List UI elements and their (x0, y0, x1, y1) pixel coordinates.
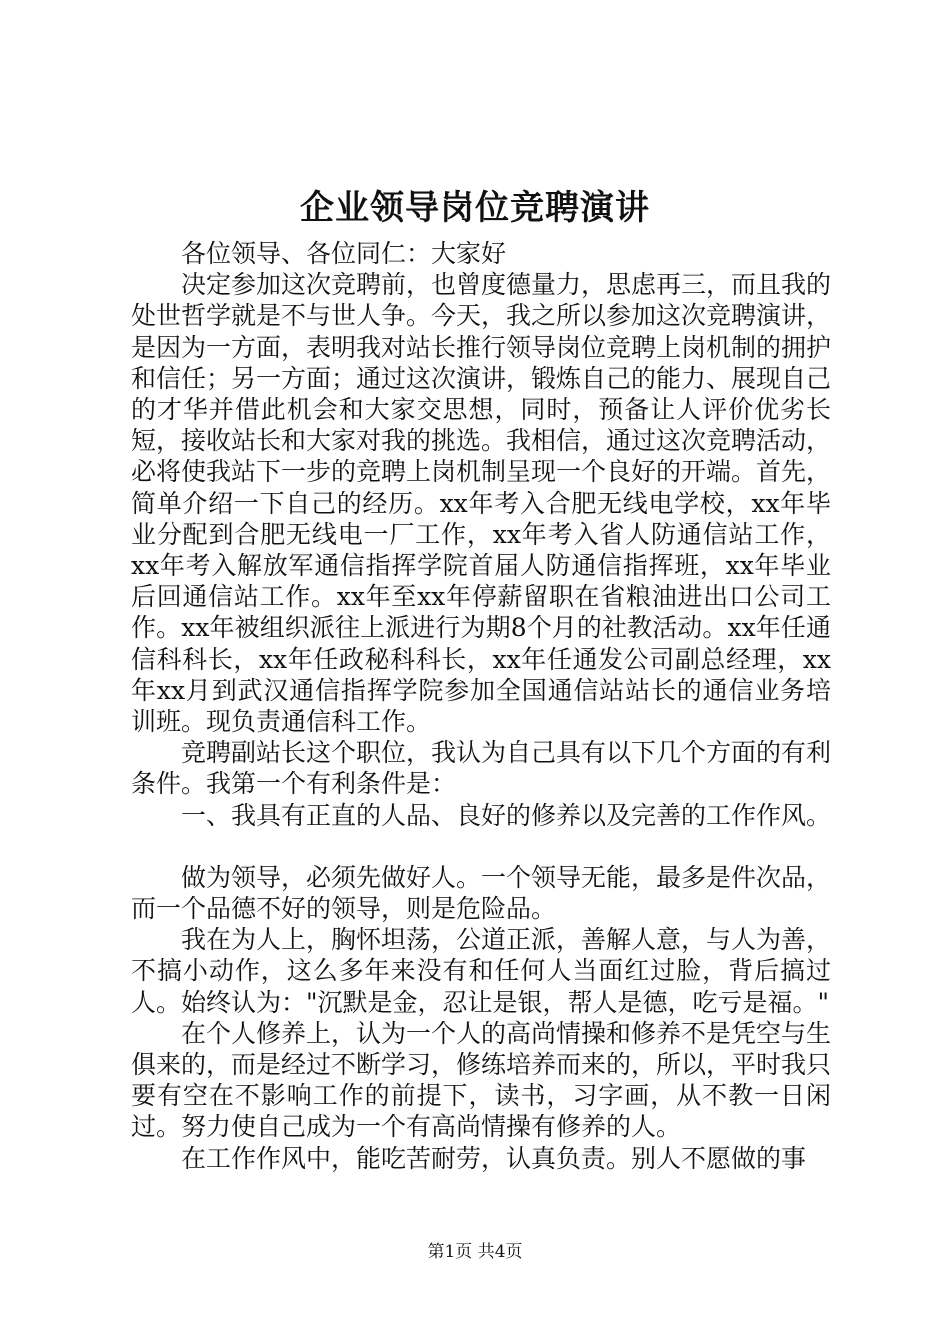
paragraph-condition-one-heading: 一、我具有正直的人品、良好的修养以及完善的工作作风。 (181, 800, 832, 830)
document-title: 企业领导岗位竞聘演讲 (300, 188, 650, 228)
paragraph-work-style: 在工作作风中，能吃苦耐劳，认真负责。别人不愿做的事 (181, 1143, 807, 1173)
paragraph-self-cultivation: 在个人修养上，认为一个人的高尚情操和修养不是凭空与生俱来的，而是经过不断学习，修练培养而来的，所以，平时我只要有空在不影响工作的前提下，读书，习字画，从不教一日闲过。努力使自己成为一个有高尚情操有修养的人。 (131, 1018, 832, 1142)
page-number-footer: 第1页 共4页 (427, 1242, 523, 1262)
paragraph-leadership: 做为领导，必须先做好人。一个领导无能，最多是件次品，而一个品德不好的领导，则是危险品。 (131, 862, 832, 924)
document-body (131, 238, 831, 1174)
paragraph-personality: 我在为人上，胸怀坦荡，公道正派，善解人意，与人为善，不搞小动作，这么多年来没有和任何人当面红过脸，背后搞过人。始终认为："沉默是金，忍让是银，帮人是德，吃亏是福。" (131, 925, 832, 1017)
paragraph-conditions-intro: 竞聘副站长这个职位，我认为自己具有以下几个方面的有利条件。我第一个有利条件是： (131, 738, 832, 799)
paragraph-greeting: 各位领导、各位同仁：大家好 (181, 239, 507, 268)
paragraph-introduction: 决定参加这次竞聘前，也曾度德量力，思虑再三，而且我的处世哲学就是不与世人争。今天，我之所以参加这次竞聘演讲，是因为一方面，表明我对站长推行领导岗位竞聘上岗机制的拥护和信任；另一方面；通过这次演讲，锻炼自己的能力、展现自己的才华并借此机会和大家交思想，同时，预备让人评价优劣长短，接收站长和大家对我的挑选。我相信，通过这次竞聘活动，必将使我站下一步的竞聘上岗机制呈现一个良好的开端。首先，简单介绍一下自己的经历。xx年考入合肥无线电学校，xx年毕业分配到合肥无线电一厂工作，xx年考入省人防通信站工作，xx年考入解放军通信指挥学院首届人防通信指挥班，xx年毕业后回通信站工作。xx年至xx年停薪留职在省粮油进出口公司工作。xx年被组织派往上派进行为期8个月的社教活动。xx年任通信科科长，xx年任政秘科科长，xx年任通发公司副总经理，xx年xx月到武汉通信指挥学院参加全国通信站站长的通信业务培训班。现负责通信科工作。 (131, 270, 832, 737)
